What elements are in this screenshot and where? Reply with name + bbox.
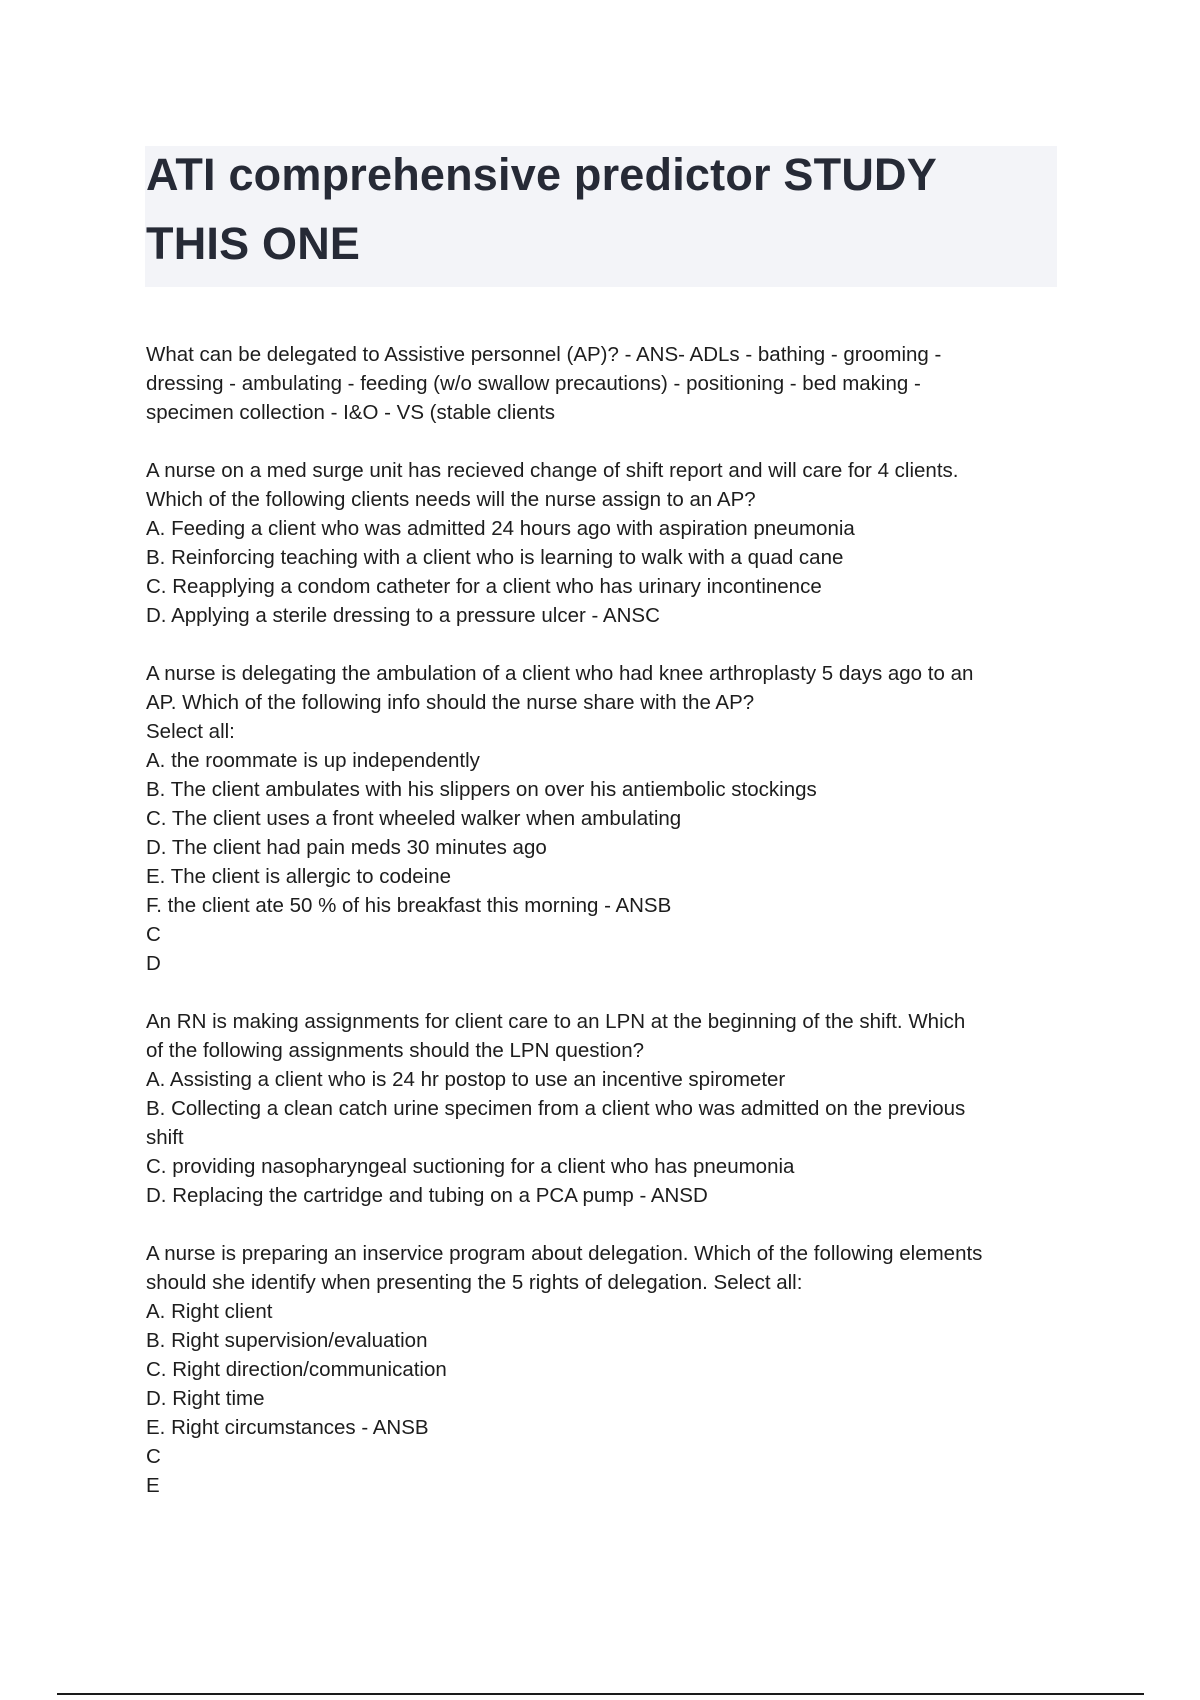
question-block — [146, 1239, 1076, 1500]
question-block — [146, 659, 1076, 978]
text-line: C. The client uses a front wheeled walker when ambulating — [146, 807, 682, 830]
text-line: E. Right circumstances - ANSB — [146, 1416, 429, 1439]
document-title-line: THIS ONE — [146, 218, 361, 269]
text-line: D — [146, 952, 161, 975]
text-line: D. Right time — [146, 1387, 265, 1410]
text-line: of the following assignments should the LPN question? — [146, 1039, 645, 1062]
question-block — [146, 1007, 1076, 1210]
text-line: Which of the following clients needs will the nurse assign to an AP? — [146, 488, 756, 511]
text-line: D. Applying a sterile dressing to a pressure ulcer - ANSC — [146, 604, 660, 627]
text-line: A nurse on a med surge unit has recieved change of shift report and will care for 4 clients. — [146, 459, 959, 482]
text-line: E. The client is allergic to codeine — [146, 865, 452, 888]
text-line: An RN is making assignments for client care to an LPN at the beginning of the shift. Which — [146, 1010, 966, 1033]
document-title-line: ATI comprehensive predictor STUDY — [146, 149, 937, 200]
text-line: specimen collection - I&O - VS (stable clients — [146, 401, 556, 424]
text-line: D. The client had pain meds 30 minutes ago — [146, 836, 547, 859]
text-line: F. the client ate 50 % of his breakfast this morning - ANSB — [146, 894, 672, 917]
text-line: A. Feeding a client who was admitted 24 hours ago with aspiration pneumonia — [146, 517, 855, 540]
text-line: B. The client ambulates with his slippers on over his antiembolic stockings — [146, 778, 817, 801]
text-line: B. Collecting a clean catch urine specimen from a client who was admitted on the previous — [146, 1097, 966, 1120]
text-line: AP. Which of the following info should the nurse share with the AP? — [146, 691, 755, 714]
text-line: C. Right direction/communication — [146, 1358, 447, 1381]
text-line: shift — [146, 1126, 184, 1149]
text-line: A. Right client — [146, 1300, 273, 1323]
text-line: B. Right supervision/evaluation — [146, 1329, 428, 1352]
page-bottom-rule — [57, 1693, 1144, 1695]
text-line: A nurse is delegating the ambulation of a client who had knee arthroplasty 5 days ago to an — [146, 662, 974, 685]
text-line: What can be delegated to Assistive personnel (AP)? - ANS- ADLs - bathing - grooming - — [146, 343, 942, 366]
text-line: C — [146, 1445, 161, 1468]
text-line: B. Reinforcing teaching with a client who is learning to walk with a quad cane — [146, 546, 844, 569]
document-title — [146, 140, 1046, 278]
text-line: E — [146, 1474, 160, 1497]
text-line: dressing - ambulating - feeding (w/o swallow precautions) - positioning - bed making - — [146, 372, 921, 395]
text-line: A. the roommate is up independently — [146, 749, 480, 772]
text-line: C. providing nasopharyngeal suctioning for a client who has pneumonia — [146, 1155, 795, 1178]
text-line: C. Reapplying a condom catheter for a client who has urinary incontinence — [146, 575, 822, 598]
text-line: D. Replacing the cartridge and tubing on a PCA pump - ANSD — [146, 1184, 708, 1207]
text-line: C — [146, 923, 161, 946]
text-line: A nurse is preparing an inservice program about delegation. Which of the following elements — [146, 1242, 983, 1265]
text-line: Select all: — [146, 720, 235, 743]
question-block — [146, 456, 1076, 630]
text-line: should she identify when presenting the 5 rights of delegation. Select all: — [146, 1271, 803, 1294]
document-body — [146, 340, 1076, 1529]
question-block — [146, 340, 1076, 427]
text-line: A. Assisting a client who is 24 hr postop to use an incentive spirometer — [146, 1068, 786, 1091]
